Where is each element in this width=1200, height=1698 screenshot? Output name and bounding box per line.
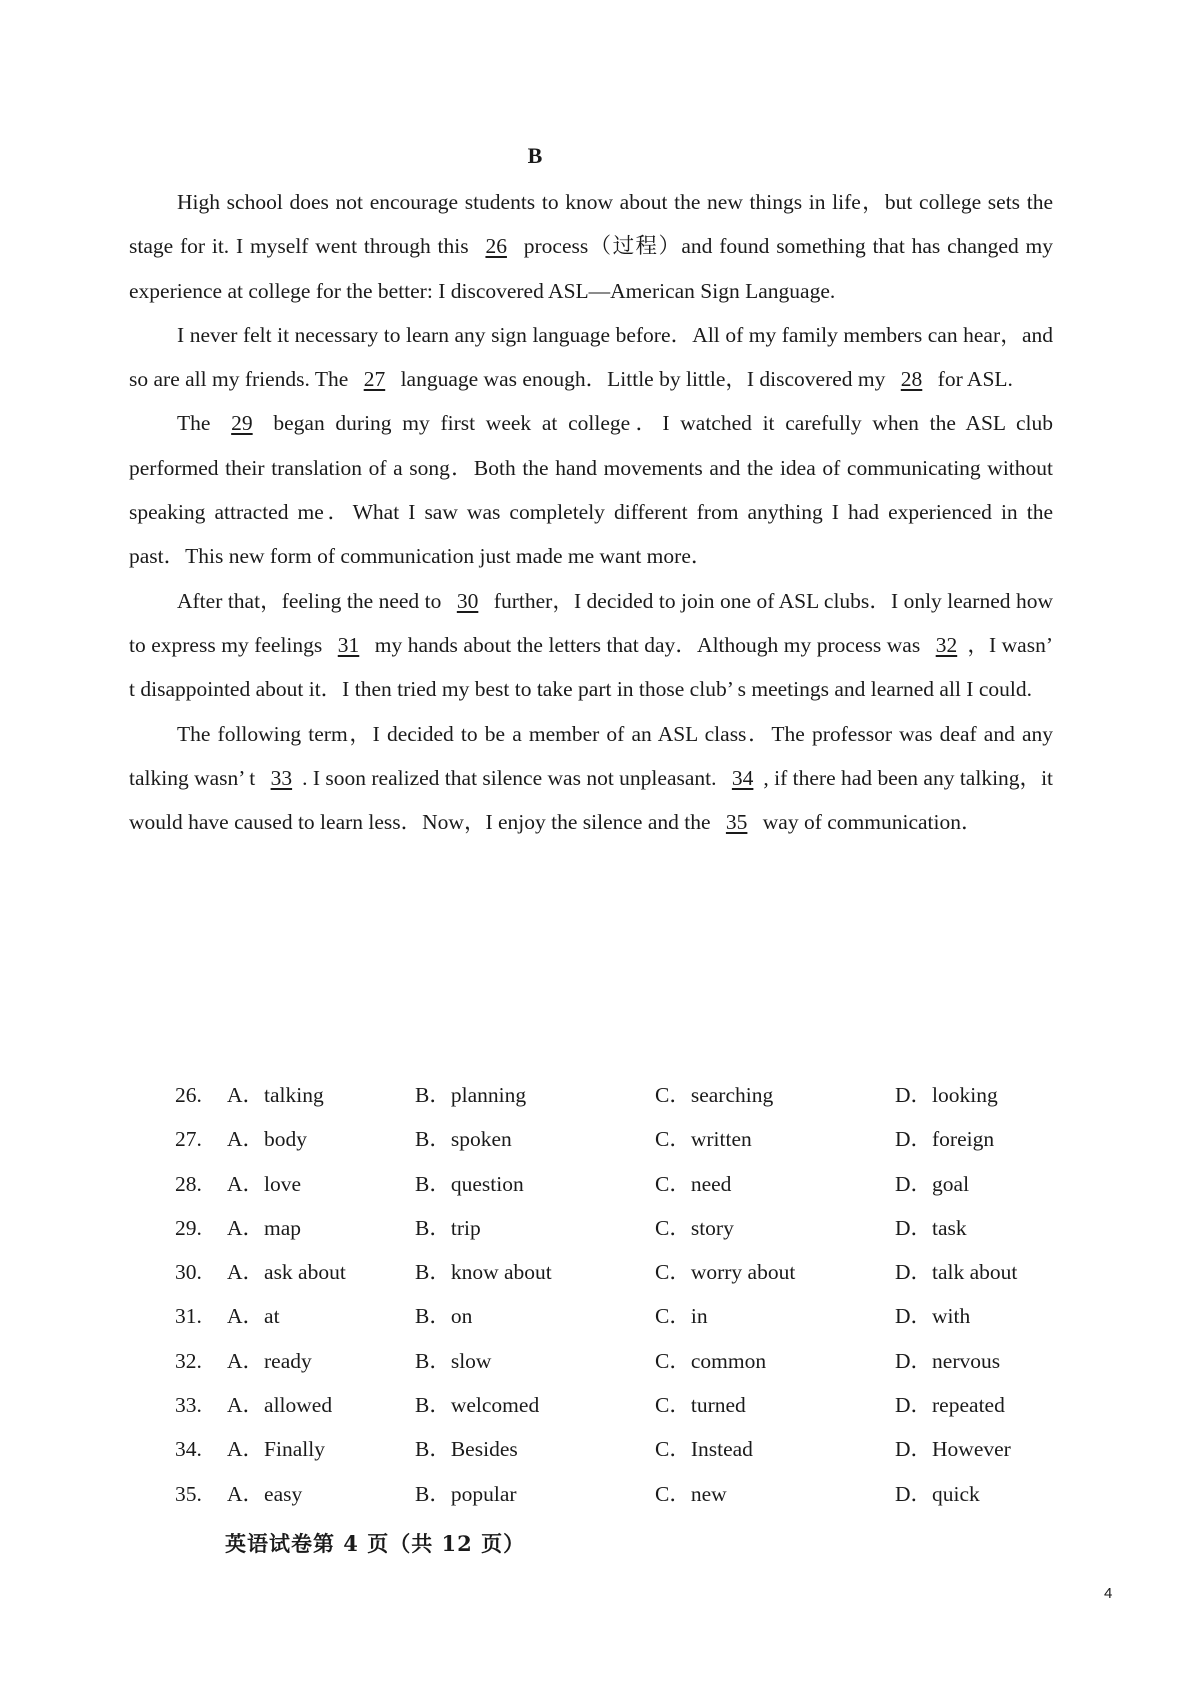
option-d: D．nervous	[895, 1348, 1001, 1373]
question-number: 34.	[175, 1437, 202, 1462]
option-c: C．worry about	[655, 1260, 796, 1285]
option-c: C．new	[655, 1481, 727, 1506]
option-a: A．Finally	[227, 1437, 325, 1462]
question-number: 35.	[175, 1481, 202, 1506]
passage-paragraph	[129, 180, 1053, 313]
passage-text: , if there had been any talking，it would have caused to learn less．Now，I enjoy the silence and the	[129, 765, 1054, 835]
passage-text: for ASL.	[932, 367, 1013, 392]
option-c: C．written	[655, 1127, 752, 1152]
option-d: D．looking	[895, 1083, 998, 1107]
blank-29: 29	[231, 411, 253, 436]
answer-options	[175, 1073, 1055, 1516]
option-c: C．common	[655, 1348, 767, 1373]
blank-26: 26	[485, 234, 507, 259]
option-d: D．goal	[895, 1171, 970, 1196]
section-title: B	[527, 143, 543, 168]
option-c: C．turned	[655, 1393, 746, 1418]
option-d: D．repeated	[895, 1393, 1005, 1418]
question-row	[175, 1427, 1055, 1471]
page-number: 4	[1104, 1585, 1113, 1602]
option-a: A．allowed	[227, 1393, 333, 1418]
blank-34: 34	[731, 765, 754, 790]
passage-text: language was enough．Little by little，I discovered my	[395, 367, 891, 392]
passage-text: High school does not encourage students to know about the new things in life，but college sets the stage for it. I myself went through this	[129, 190, 1053, 259]
passage-text: . I soon realized that silence was not unpleasant.	[302, 765, 722, 790]
passage-text: further，I decided to join one of ASL clubs．I only learned how to express my feelings	[129, 588, 1053, 657]
question-row	[175, 1117, 1055, 1161]
option-d: D．foreign	[895, 1127, 995, 1152]
question-row	[175, 1339, 1055, 1383]
option-c: C．searching	[655, 1083, 774, 1107]
option-c: C．in	[655, 1304, 708, 1329]
question-number: 30.	[175, 1260, 202, 1285]
question-number: 29.	[175, 1215, 202, 1240]
option-d: D．quick	[895, 1481, 980, 1506]
passage-text: began during my first week at college．I watched it carefully when the ASL club performed their translation of a song．Both the hand movements and the idea of communicating without speaking attracted me．What I saw was completely different from anything I had experienced in the past．This new form of communication just made me want more．	[129, 411, 1053, 569]
passage-text: way of communication．	[757, 810, 983, 835]
option-a: A．body	[227, 1127, 308, 1152]
question-row	[175, 1294, 1055, 1338]
blank-35: 35	[725, 810, 748, 835]
question-row	[175, 1472, 1055, 1516]
question-number: 27.	[175, 1127, 202, 1152]
passage	[129, 180, 1053, 844]
option-a: A．easy	[227, 1481, 303, 1506]
option-b: B．trip	[415, 1215, 481, 1240]
option-d: D．with	[895, 1304, 971, 1329]
option-a: A．talking	[227, 1083, 324, 1107]
blank-30: 30	[456, 588, 479, 613]
option-a: A．love	[227, 1171, 302, 1196]
option-b: B．popular	[415, 1481, 517, 1506]
option-b: B．planning	[415, 1083, 527, 1107]
question-row	[175, 1073, 1055, 1117]
passage-text: my hands about the letters that day．Although my process was	[369, 632, 926, 657]
option-c: C．need	[655, 1171, 732, 1196]
option-d: D．However	[895, 1437, 1011, 1462]
question-row	[175, 1206, 1055, 1250]
option-a: A．ready	[227, 1348, 312, 1373]
option-a: A．map	[227, 1215, 302, 1240]
blank-28: 28	[900, 367, 923, 392]
question-number: 31.	[175, 1304, 202, 1329]
option-c: C．story	[655, 1215, 734, 1240]
option-a: A．ask about	[227, 1260, 346, 1285]
passage-text: The following term，I decided to be a member of an ASL class．The professor was deaf and any talking wasn’ t	[129, 721, 1053, 790]
option-b: B．slow	[415, 1348, 492, 1373]
option-d: D．talk about	[895, 1260, 1018, 1285]
option-b: B．Besides	[415, 1437, 518, 1462]
option-b: B．know about	[415, 1260, 552, 1285]
question-row	[175, 1250, 1055, 1294]
option-b: B．spoken	[415, 1127, 512, 1152]
option-b: B．question	[415, 1171, 524, 1196]
option-b: B．welcomed	[415, 1393, 540, 1418]
blank-31: 31	[337, 632, 360, 657]
blank-27: 27	[363, 367, 386, 392]
passage-paragraph	[129, 712, 1053, 845]
passage-text: ，I wasn’ t disappointed about it．I then tried my best to take part in those club’ s meetings and learned all I could.	[129, 632, 1053, 702]
question-row	[175, 1162, 1055, 1206]
question-row	[175, 1383, 1055, 1427]
blank-33: 33	[270, 765, 293, 790]
option-d: D．task	[895, 1215, 967, 1240]
blank-32: 32	[935, 632, 958, 657]
option-c: C．Instead	[655, 1437, 753, 1462]
option-b: B．on	[415, 1304, 473, 1329]
passage-text: After that，feeling the need to	[177, 588, 447, 613]
question-number: 26.	[175, 1083, 202, 1107]
passage-text: process（过程）and found something that has changed my experience at college for the better: I discovered ASL—American Sign Language.	[129, 234, 1053, 303]
passage-text: The	[177, 411, 222, 436]
passage-paragraph	[129, 579, 1053, 712]
passage-paragraph	[129, 313, 1053, 402]
question-number: 28.	[175, 1171, 202, 1196]
passage-paragraph	[129, 401, 1053, 578]
question-number: 32.	[175, 1348, 202, 1373]
question-number: 33.	[175, 1393, 202, 1418]
passage-text: I never felt it necessary to learn any sign language before．All of my family members can hear，and so are all my friends. The	[129, 322, 1053, 392]
page-footer: 英语试卷第 4 页（共 12 页）	[225, 1531, 526, 1556]
option-a: A．at	[227, 1304, 280, 1329]
